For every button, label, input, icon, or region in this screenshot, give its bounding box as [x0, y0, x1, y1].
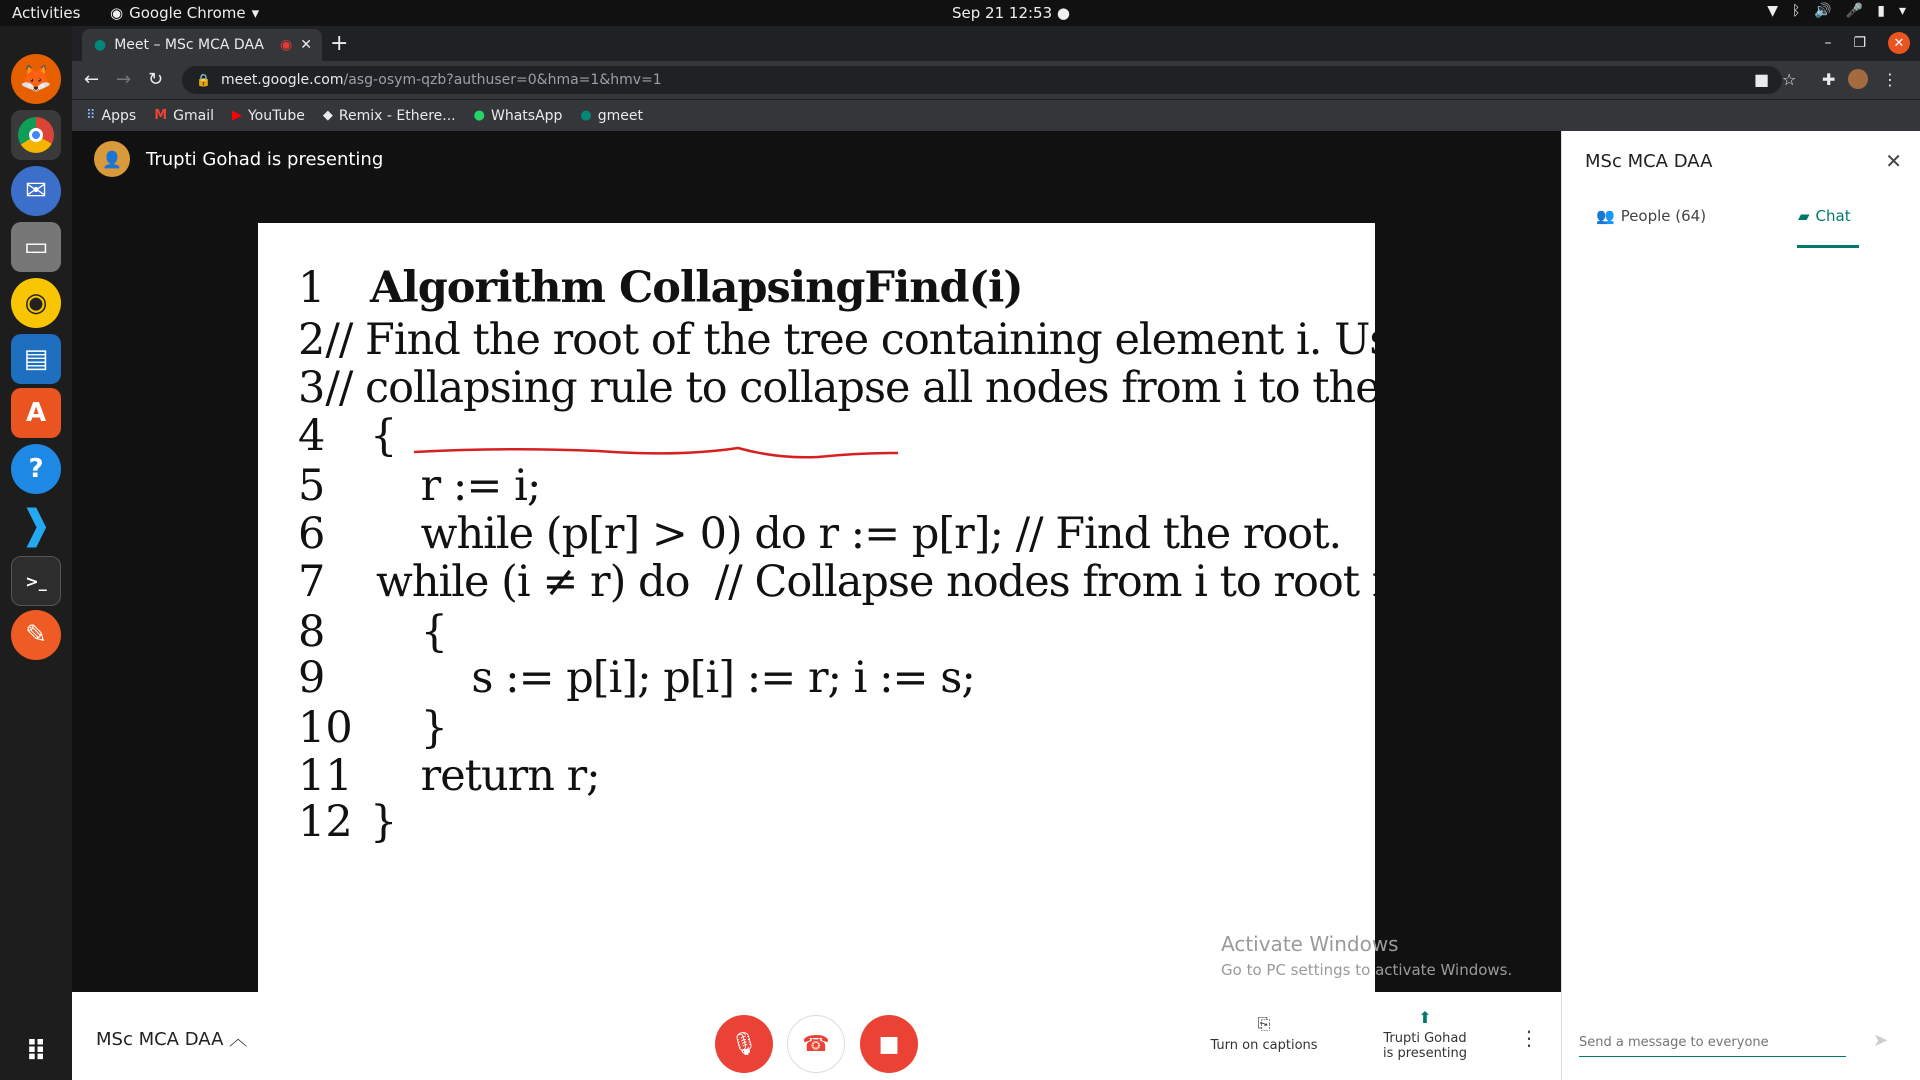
- line-number: 1: [298, 263, 326, 313]
- bookmark-whatsapp[interactable]: [474, 108, 563, 124]
- tab-strip: [72, 26, 1920, 61]
- line-text: // Find the root of the tree containing element i. Use the: [325, 315, 1495, 365]
- vscode-icon[interactable]: ❱: [11, 500, 61, 550]
- extensions-icon[interactable]: ✚: [1822, 70, 1836, 89]
- watermark-subtitle: Go to PC settings to activate Windows.: [1221, 961, 1513, 979]
- bluetooth-icon: ᛒ: [1791, 3, 1801, 19]
- line-number: 8: [298, 607, 326, 657]
- line-text: s := p[i]; p[i] := r; i := s;: [370, 653, 975, 703]
- chrome-small-icon: ◉: [110, 4, 124, 22]
- cc-icon: ⎘: [1257, 1014, 1271, 1033]
- line-number: 12: [298, 797, 353, 847]
- app-name: Google Chrome: [129, 4, 246, 22]
- camera-off-icon: ■: [878, 1031, 900, 1057]
- presenter-text: Trupti Gohad is presenting: [146, 148, 384, 170]
- star-icon[interactable]: ☆: [1782, 70, 1797, 89]
- camera-icon[interactable]: ■: [1754, 70, 1770, 89]
- presenter-avatar: 👤: [94, 141, 130, 177]
- forward-icon[interactable]: →: [116, 69, 132, 90]
- meeting-title: MSc MCA DAA: [96, 1029, 224, 1050]
- presenter-banner: [94, 141, 383, 177]
- meet-stage: [72, 131, 1561, 1080]
- send-icon[interactable]: ➤: [1873, 1030, 1889, 1051]
- people-tab-label: People (64): [1620, 207, 1707, 225]
- chevron-down-icon: ▾: [251, 4, 260, 22]
- chrome-icon[interactable]: [11, 110, 61, 160]
- bookmark-label: Gmail: [173, 107, 214, 124]
- line-text: {: [370, 607, 448, 657]
- mic-off-icon: 🎙: [730, 1031, 758, 1057]
- camera-off-button[interactable]: [860, 1015, 918, 1073]
- bookmark-label: YouTube: [247, 107, 305, 124]
- bookmark-label: WhatsApp: [490, 107, 563, 124]
- recording-icon: ◉: [280, 37, 293, 53]
- watermark-title: Activate Windows: [1221, 932, 1399, 956]
- app-menu[interactable]: [110, 4, 259, 22]
- remix-icon: ◆: [322, 108, 333, 123]
- back-icon[interactable]: ←: [84, 69, 100, 90]
- volume-icon: 🔊: [1814, 3, 1832, 19]
- bookmark-gmail[interactable]: [154, 108, 214, 124]
- window-controls: [1824, 32, 1910, 54]
- profile-avatar[interactable]: [1848, 69, 1868, 89]
- youtube-icon: ▶: [231, 108, 242, 123]
- bookmarks-bar: [72, 99, 1920, 131]
- chevron-up-icon: ︿: [229, 1029, 248, 1050]
- presenting-button[interactable]: [1375, 1008, 1475, 1061]
- phone-icon: ☎: [802, 1031, 830, 1057]
- reload-icon[interactable]: ↻: [148, 69, 164, 90]
- new-tab-button[interactable]: +: [330, 31, 349, 56]
- restore-icon[interactable]: ❐: [1853, 35, 1866, 51]
- captions-button[interactable]: [1209, 1014, 1319, 1053]
- line-number: 3: [298, 363, 326, 413]
- line-text: while (p[r] > 0) do r := p[r]; // Find the root.: [370, 509, 1342, 559]
- line-number: 7: [298, 557, 326, 607]
- tab-people[interactable]: [1596, 207, 1706, 225]
- lock-icon: 🔒: [196, 73, 211, 87]
- meet-favicon-icon: ●: [94, 37, 107, 53]
- side-panel: [1561, 131, 1920, 1080]
- terminal-icon[interactable]: >_: [11, 556, 61, 606]
- meeting-controls: [72, 992, 1561, 1080]
- files-icon[interactable]: ▭: [11, 222, 61, 272]
- close-window-icon[interactable]: ✕: [1888, 32, 1910, 54]
- chat-tab-label: Chat: [1815, 207, 1851, 225]
- presenting-label-line1: Trupti Gohad: [1383, 1031, 1467, 1046]
- apps-grid-icon: ⠿: [86, 108, 96, 123]
- line-text: }: [370, 797, 397, 847]
- bookmark-gmeet[interactable]: [580, 108, 643, 124]
- battery-icon: ▮: [1877, 3, 1885, 19]
- help-icon[interactable]: ?: [11, 444, 61, 494]
- line-number: 4: [298, 411, 326, 461]
- dock: [0, 26, 72, 1080]
- clock[interactable]: Sep 21 12:53 ●: [952, 4, 1070, 22]
- annotation-layer: [258, 223, 1375, 992]
- bookmark-label: gmeet: [597, 107, 644, 124]
- show-apps-icon[interactable]: ⠿: [25, 1034, 47, 1068]
- line-text: // collapsing rule to collapse all nodes from i to the root.: [325, 363, 1491, 413]
- system-top-bar: [0, 0, 1920, 26]
- line-number: 2: [298, 315, 326, 365]
- line-number: 10: [298, 703, 353, 753]
- rhythmbox-icon[interactable]: ◉: [11, 278, 61, 328]
- url-path: /asg-osym-qzb?authuser=0&hma=1&hmv=1: [343, 72, 662, 88]
- postman-icon[interactable]: ✎: [11, 610, 61, 660]
- url-host: meet.google.com: [220, 72, 344, 88]
- more-options-icon[interactable]: ⋮: [1519, 1026, 1539, 1050]
- address-bar[interactable]: [182, 66, 1782, 94]
- browser-chrome: [72, 26, 1920, 131]
- line-text: r := i;: [370, 461, 541, 511]
- tab-meet[interactable]: [82, 29, 322, 61]
- present-screen-icon: ⬆: [1418, 1008, 1432, 1027]
- line-number: 9: [298, 653, 326, 703]
- close-panel-icon[interactable]: ✕: [1885, 149, 1902, 173]
- chat-tab-indicator: [1797, 245, 1859, 248]
- writer-icon[interactable]: ▤: [11, 334, 61, 384]
- system-tray[interactable]: [1767, 3, 1906, 19]
- browser-toolbar: [72, 61, 1920, 99]
- mic-icon: 🎤: [1845, 3, 1864, 19]
- line-text: while (i ≠ r) do // Collapse nodes from i to root r.: [325, 557, 1400, 607]
- chat-icon: ▰: [1798, 207, 1810, 225]
- bookmark-label: Remix - Ethere...: [338, 107, 456, 124]
- line-text: return r;: [370, 751, 600, 801]
- panel-title: MSc MCA DAA: [1585, 151, 1713, 172]
- captions-label: Turn on captions: [1210, 1038, 1318, 1053]
- software-icon[interactable]: A: [11, 388, 61, 438]
- hang-up-button[interactable]: [787, 1015, 845, 1073]
- bookmark-youtube[interactable]: [232, 108, 305, 124]
- bookmark-apps[interactable]: [86, 108, 136, 124]
- close-tab-icon[interactable]: ✕: [300, 37, 312, 53]
- line-text: {: [370, 411, 397, 461]
- meeting-details[interactable]: [96, 1025, 247, 1051]
- firefox-icon[interactable]: 🦊: [11, 54, 61, 104]
- bookmark-remix[interactable]: [323, 108, 456, 124]
- line-text: }: [370, 703, 448, 753]
- meet-icon: ●: [580, 108, 592, 123]
- minimize-icon[interactable]: –: [1824, 35, 1832, 51]
- tab-chat[interactable]: [1798, 207, 1851, 225]
- wifi-icon: ▼: [1767, 3, 1778, 19]
- menu-icon[interactable]: ⋮: [1882, 70, 1898, 89]
- line-number: 6: [298, 509, 326, 559]
- chat-message-input[interactable]: [1579, 1035, 1846, 1057]
- line-number: 5: [298, 461, 326, 511]
- whatsapp-icon: ●: [473, 108, 485, 123]
- red-underline-annotation: [414, 448, 898, 457]
- shared-screen-slide: [258, 223, 1495, 992]
- presenting-label-line2: is presenting: [1382, 1046, 1468, 1061]
- activities-button[interactable]: Activities: [12, 4, 81, 22]
- line-number: 11: [298, 751, 353, 801]
- mic-off-button[interactable]: [715, 1015, 773, 1073]
- gmail-icon: M: [154, 108, 168, 123]
- thunderbird-icon[interactable]: ✉: [11, 166, 61, 216]
- tab-title: Meet – MSc MCA DAA: [114, 37, 264, 53]
- bookmark-label: Apps: [101, 107, 137, 124]
- line-text: Algorithm CollapsingFind(i): [370, 263, 1023, 313]
- clock-text: Sep 21 12:53: [952, 4, 1053, 22]
- people-icon: 👥: [1596, 207, 1615, 225]
- chevron-down-icon: ▾: [1898, 3, 1906, 19]
